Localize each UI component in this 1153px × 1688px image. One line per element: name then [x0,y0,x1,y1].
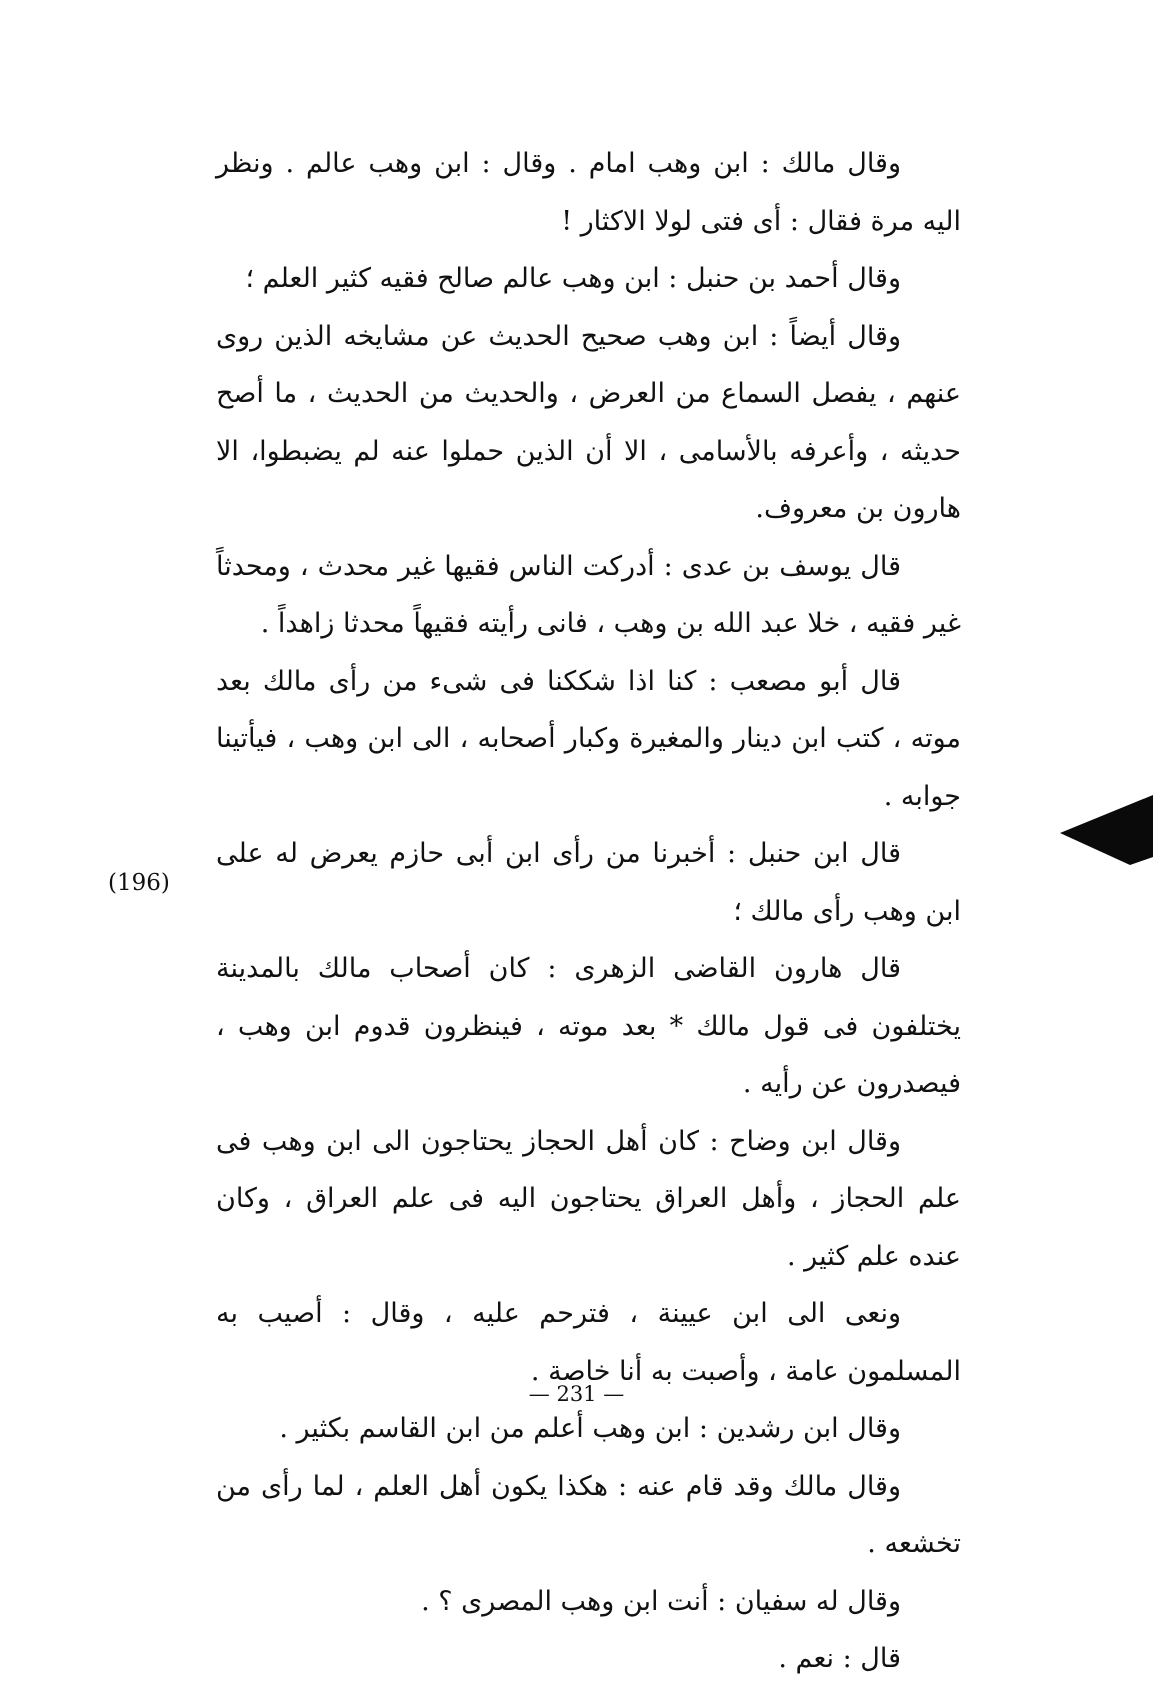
paragraph-3: وقال أيضاً : ابن وهب صحيح الحديث عن مشايخه الذين روى عنهم ، يفصل السماع من العرض ، والحديث من الحديث ، ما أصح حديثه ، وأعرفه بالأسامى ، الا أن الذين حملوا عنه لم يضبطوا، الا هارون بن معروف. [216,320,961,524]
paragraph-7: قال هارون القاضى الزهرى : كان أصحاب مالك بالمدينة يختلفون فى قول مالك * بعد موته ، فينظرون قدوم ابن وهب ، فيصدرون عن رأيه . [216,953,961,1099]
page-number: — 231 — [528,1382,625,1406]
paragraph-9: ونعى الى ابن عيينة ، فترحم عليه ، وقال : أصيب به المسلمون عامة ، وأصبت به أنا خاصة . [216,1298,961,1387]
paragraph-12: وقال له سفيان : أنت ابن وهب المصرى ؟ . [421,1585,901,1617]
scan-artifact-mark [1060,795,1153,865]
margin-note: (196) [108,870,170,896]
paragraph-5: قال أبو مصعب : كنا اذا شككنا فى شىء من رأى مالك بعد موته ، كتب ابن دينار والمغيرة وكبار أصحابه ، الى ابن وهب ، فيأتينا جوابه . [216,665,961,812]
paragraph-11: وقال مالك وقد قام عنه : هكذا يكون أهل العلم ، لما رأى من تخشعه . [216,1470,961,1559]
paragraph-10: وقال ابن رشدين : ابن وهب أعلم من ابن القاسم بكثير . [279,1413,901,1444]
paragraph-13: قال : نعم . [778,1643,901,1674]
paragraph-1: وقال مالك : ابن وهب امام . وقال : ابن وهب عالم . ونظر اليه مرة فقال : أى فتى لولا الاكثار ! [216,148,961,237]
paragraph-4: قال يوسف بن عدى : أدركت الناس فقيها غير محدث ، ومحدثاً غير فقيه ، خلا عبد الله بن وهب ، فانى رأيته فقيهاً محدثا زاهداً . [216,550,961,639]
paragraph-8: وقال ابن وضاح : كان أهل الحجاز يحتاجون الى ابن وهب فى علم الحجاز ، وأهل العراق يحتاجون اليه فى علم العراق ، وكان عنده علم كثير . [216,1125,961,1272]
main-text-body [216,135,961,1688]
paragraph-6: قال ابن حنبل : أخبرنا من رأى ابن أبى حازم يعرض له على ابن وهب رأى مالك ؛ [216,838,961,927]
paragraph-2: وقال أحمد بن حنبل : ابن وهب عالم صالح فقيه كثير العلم ؛ [245,263,901,294]
